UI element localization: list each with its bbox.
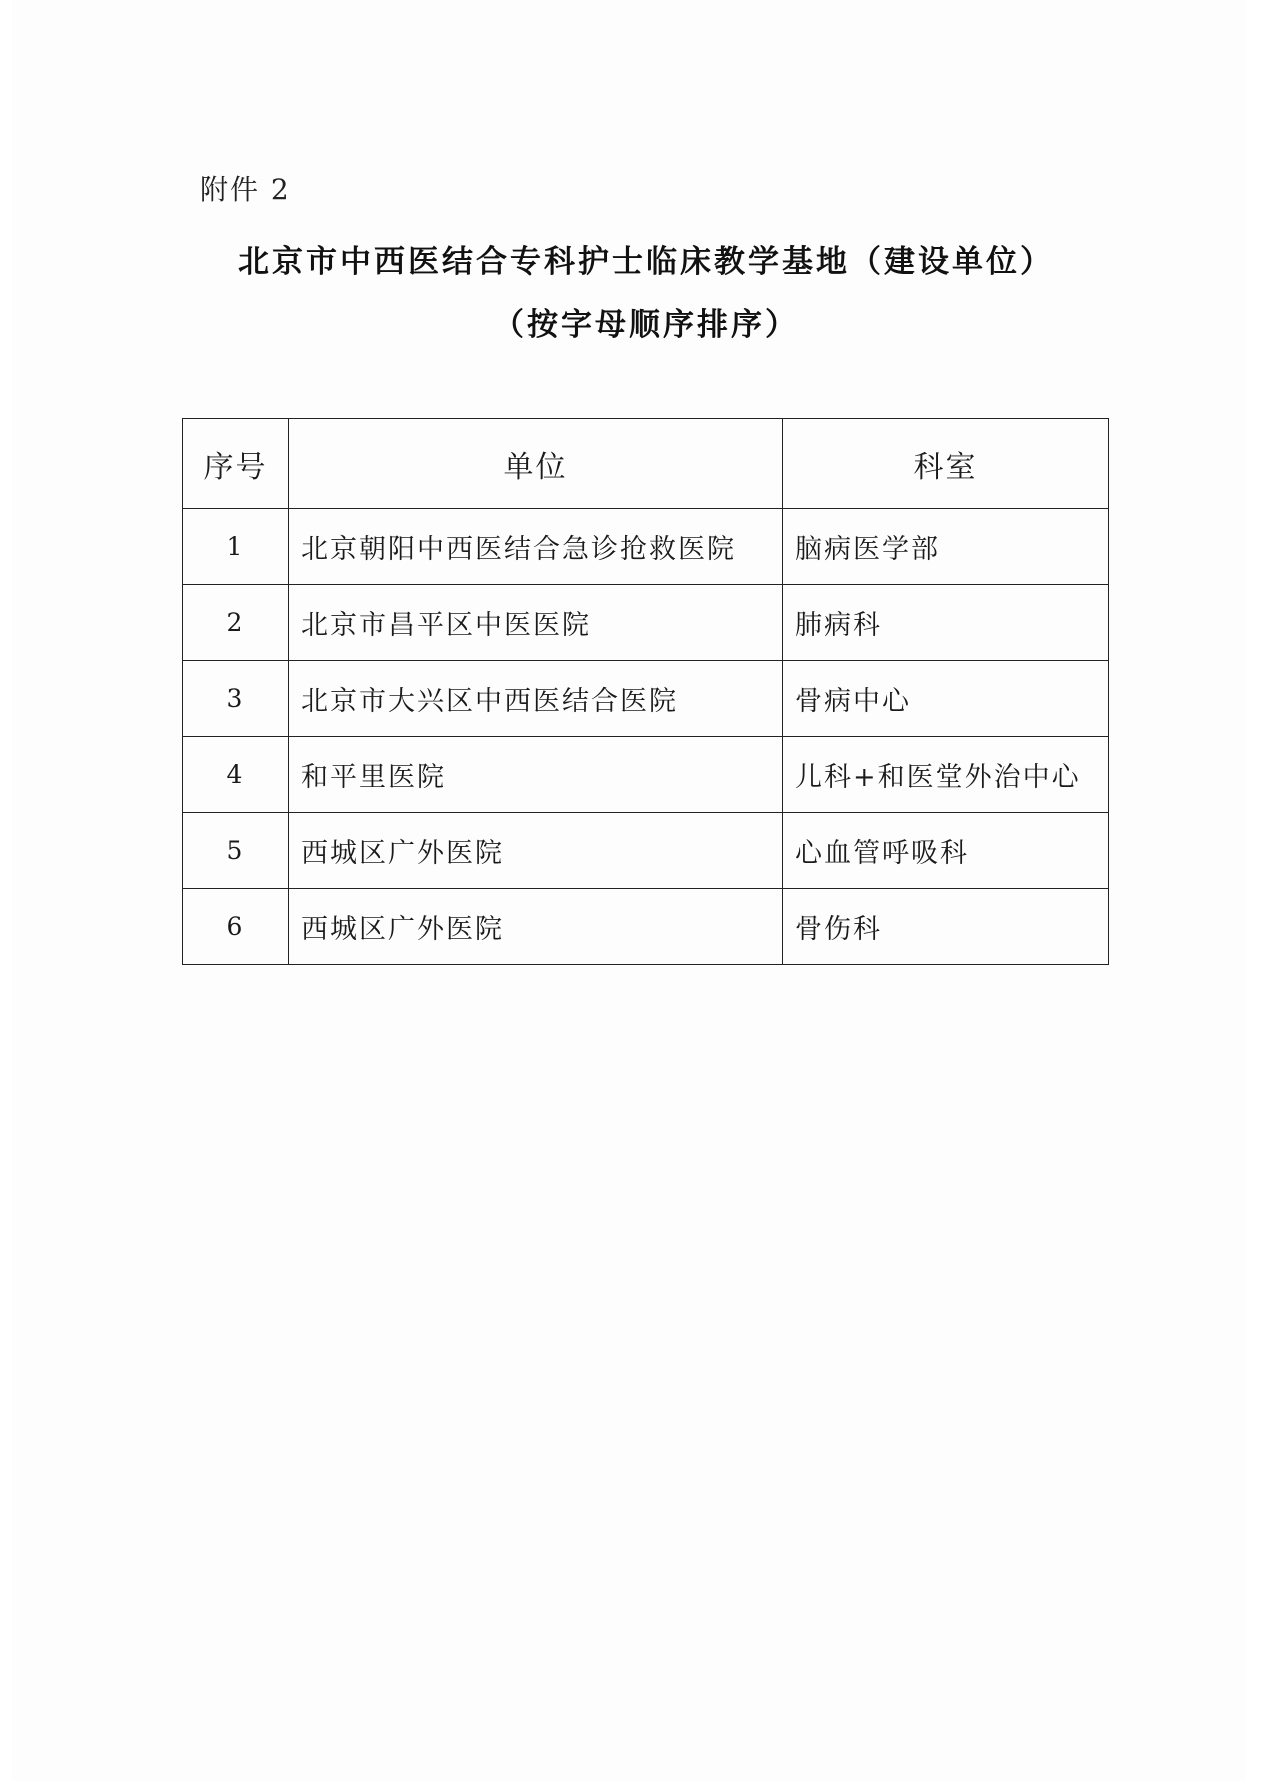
row-index: 1 [183, 509, 289, 585]
row-index: 3 [183, 661, 289, 737]
attachment-label: 附件 2 [200, 173, 291, 206]
row-department: 儿科+和医堂外治中心 [783, 737, 1109, 813]
table-row [183, 813, 1109, 889]
table-header-row [183, 419, 1109, 509]
document-title: 北京市中西医结合专科护士临床教学基地（建设单位） [238, 244, 1054, 280]
row-department: 骨病中心 [783, 661, 1109, 737]
row-unit: 西城区广外医院 [289, 889, 783, 965]
header-department: 科室 [783, 419, 1109, 509]
row-unit: 北京市大兴区中西医结合医院 [289, 661, 783, 737]
table-row [183, 889, 1109, 965]
row-index: 5 [183, 813, 289, 889]
row-department: 肺病科 [783, 585, 1109, 661]
row-department: 骨伤科 [783, 889, 1109, 965]
row-index: 4 [183, 737, 289, 813]
document-subtitle: （按字母顺序排序） [493, 307, 799, 343]
table-row [183, 509, 1109, 585]
row-unit: 北京朝阳中西医结合急诊抢救医院 [289, 509, 783, 585]
row-unit: 北京市昌平区中医医院 [289, 585, 783, 661]
row-index: 6 [183, 889, 289, 965]
table-row [183, 661, 1109, 737]
row-unit: 西城区广外医院 [289, 813, 783, 889]
table-row [183, 737, 1109, 813]
header-index: 序号 [183, 419, 289, 509]
row-department: 心血管呼吸科 [783, 813, 1109, 889]
row-index: 2 [183, 585, 289, 661]
table-row [183, 585, 1109, 661]
header-unit: 单位 [289, 419, 783, 509]
row-unit: 和平里医院 [289, 737, 783, 813]
row-department: 脑病医学部 [783, 509, 1109, 585]
teaching-base-table [182, 418, 1109, 965]
